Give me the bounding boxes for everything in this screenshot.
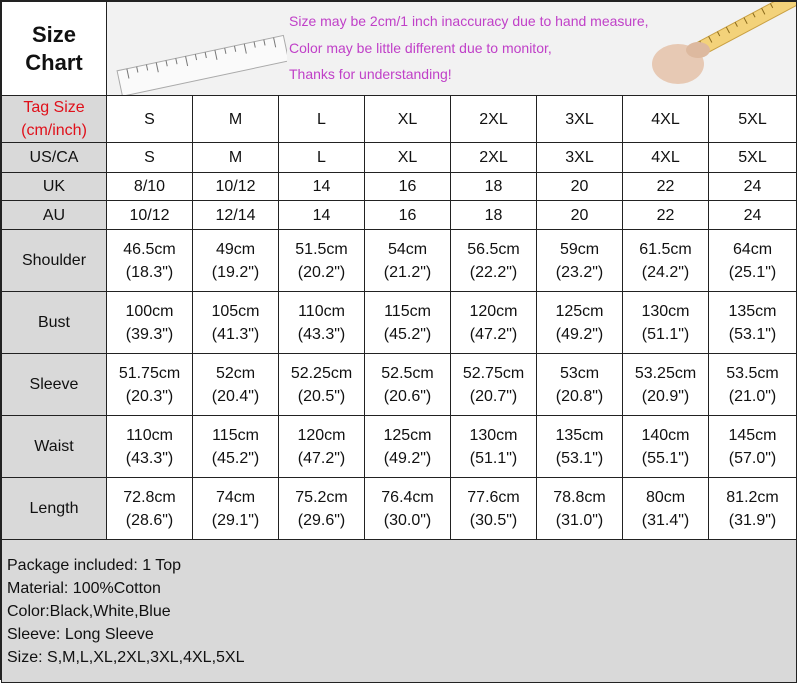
cm-value: 52.75cm: [462, 364, 525, 382]
size-cell: M: [193, 96, 279, 143]
inch-value: (51.1"): [469, 449, 518, 467]
size-cell: 12/14: [193, 201, 279, 230]
size-cell: 20: [537, 173, 623, 201]
measure-cell: [709, 478, 797, 540]
cm-value: 46.5cm: [123, 240, 176, 258]
measure-row-length: [2, 478, 797, 540]
size-cell: 2XL: [451, 143, 537, 173]
measure-cell: [365, 292, 451, 354]
inch-value: (20.3"): [125, 387, 174, 405]
measure-cell: [451, 478, 537, 540]
inch-value: (23.2"): [555, 263, 604, 281]
cm-value: 52.25cm: [290, 364, 353, 382]
note-hand-measure: Size may be 2cm/1 inch inaccuracy due to hand measure,: [289, 13, 649, 29]
size-cell: 5XL: [709, 143, 797, 173]
measure-cell: [193, 478, 279, 540]
size-cell: S: [107, 143, 193, 173]
size-row-au: [2, 201, 797, 230]
cm-value: 74cm: [215, 488, 256, 506]
size-cell: L: [279, 143, 365, 173]
row-label-length: Length: [2, 478, 107, 540]
measure-cell: [709, 354, 797, 416]
measure-cell: [279, 416, 365, 478]
size-cell: 3XL: [537, 96, 623, 143]
measure-row-waist: [2, 416, 797, 478]
title-line-1: Size: [31, 21, 77, 47]
cm-value: 54cm: [387, 240, 428, 258]
measure-cell: [623, 230, 709, 292]
measure-cell: [193, 292, 279, 354]
measure-cell: [709, 230, 797, 292]
cm-value: 145cm: [728, 426, 777, 444]
inch-value: (24.2"): [641, 263, 690, 281]
size-cell: 22: [623, 173, 709, 201]
measure-note-banner: [107, 2, 797, 96]
cm-value: 125cm: [383, 426, 432, 444]
measure-cell: [107, 230, 193, 292]
size-cell: 18: [451, 201, 537, 230]
size-row-uk: [2, 173, 797, 201]
size-cell: 22: [623, 201, 709, 230]
measure-cell: [537, 416, 623, 478]
measure-cell: [623, 292, 709, 354]
inch-value: (22.2"): [469, 263, 518, 281]
cm-value: 110cm: [298, 302, 345, 320]
note-thanks: Thanks for understanding!: [289, 66, 452, 82]
size-cell: 16: [365, 201, 451, 230]
inch-value: (20.9"): [641, 387, 690, 405]
measure-cell: [107, 416, 193, 478]
size-chart-title: [2, 2, 107, 96]
inch-value: (20.5"): [297, 387, 346, 405]
size-cell: 5XL: [709, 96, 797, 143]
inch-value: (29.1"): [211, 511, 260, 529]
cm-value: 115cm: [212, 426, 259, 444]
cm-value: 120cm: [297, 426, 346, 444]
tag-size-label: Tag Size: [23, 99, 85, 116]
tag-size-unit: (cm/inch): [21, 122, 87, 139]
inch-value: (31.4"): [641, 511, 690, 529]
measure-cell: [365, 478, 451, 540]
inch-value: (45.2"): [211, 449, 260, 467]
size-cell: 24: [709, 201, 797, 230]
cm-value: 49cm: [215, 240, 256, 258]
package-included: Package included: 1 Top: [7, 557, 182, 574]
inch-value: (57.0"): [728, 449, 777, 467]
inch-value: (21.2"): [383, 263, 432, 281]
row-label-sleeve: Sleeve: [2, 354, 107, 416]
measure-cell: [365, 230, 451, 292]
size-range: Size: S,M,L,XL,2XL,3XL,4XL,5XL: [7, 649, 245, 666]
row-label-tag-size: [2, 96, 107, 143]
measure-cell: [193, 354, 279, 416]
inch-value: (20.7"): [469, 387, 518, 405]
cm-value: 81.2cm: [726, 488, 779, 506]
inch-value: (18.3"): [125, 263, 174, 281]
header-row: [2, 2, 797, 96]
cm-value: 64cm: [732, 240, 773, 258]
cm-value: 110cm: [126, 426, 173, 444]
title-line-2: Chart: [25, 49, 83, 75]
size-cell: M: [193, 143, 279, 173]
measure-cell: [709, 416, 797, 478]
cm-value: 135cm: [728, 302, 777, 320]
inch-value: (20.6"): [383, 387, 432, 405]
product-info-row: [2, 540, 797, 683]
measure-cell: [709, 292, 797, 354]
inch-value: (30.0"): [383, 511, 432, 529]
measure-cell: [451, 292, 537, 354]
size-cell: S: [107, 96, 193, 143]
measure-row-bust: [2, 292, 797, 354]
cm-value: 130cm: [469, 426, 518, 444]
size-cell: 24: [709, 173, 797, 201]
measure-cell: [537, 478, 623, 540]
measure-row-sleeve: [2, 354, 797, 416]
inch-value: (47.2"): [297, 449, 346, 467]
note-color-monitor: Color may be little different due to monitor,: [289, 39, 552, 56]
measure-row-shoulder: [2, 230, 797, 292]
size-cell: 2XL: [451, 96, 537, 143]
size-cell: 18: [451, 173, 537, 201]
measure-cell: [537, 292, 623, 354]
cm-value: 76.4cm: [381, 488, 434, 506]
measure-cell: [623, 354, 709, 416]
inch-value: (20.8"): [555, 387, 604, 405]
inch-value: (43.3"): [125, 449, 174, 467]
row-label-uk: UK: [2, 173, 107, 201]
size-cell: XL: [365, 96, 451, 143]
product-info: [2, 540, 797, 683]
measure-cell: [279, 292, 365, 354]
measure-cell: [279, 354, 365, 416]
cm-value: 53.5cm: [726, 364, 779, 382]
cm-value: 53.25cm: [634, 364, 697, 382]
measure-cell: [365, 354, 451, 416]
inch-value: (45.2"): [383, 325, 432, 343]
cm-value: 75.2cm: [295, 488, 348, 506]
cm-value: 72.8cm: [123, 488, 176, 506]
inch-value: (31.0"): [555, 511, 604, 529]
measure-cell: [107, 478, 193, 540]
size-cell: 4XL: [623, 96, 709, 143]
cm-value: 115cm: [384, 302, 431, 320]
cm-value: 100cm: [125, 302, 174, 320]
cm-value: 120cm: [469, 302, 518, 320]
measure-cell: [365, 416, 451, 478]
size-cell: 8/10: [107, 173, 193, 201]
measure-cell: [537, 230, 623, 292]
inch-value: (29.6"): [297, 511, 346, 529]
size-cell: 14: [279, 201, 365, 230]
inch-value: (51.1"): [641, 325, 690, 343]
size-row-tag: [2, 96, 797, 143]
row-label-us-ca: US/CA: [2, 143, 107, 173]
size-row-us: [2, 143, 797, 173]
cm-value: 51.75cm: [118, 364, 181, 382]
measure-cell: [451, 354, 537, 416]
measure-cell: [537, 354, 623, 416]
measure-cell: [107, 354, 193, 416]
measuring-tape-icon: [646, 2, 796, 96]
cm-value: 59cm: [559, 240, 600, 258]
size-cell: 10/12: [193, 173, 279, 201]
inch-value: (43.3"): [297, 325, 346, 343]
measure-cell: [451, 230, 537, 292]
size-cell: 20: [537, 201, 623, 230]
cm-value: 51.5cm: [295, 240, 348, 258]
cm-value: 78.8cm: [553, 488, 606, 506]
inch-value: (53.1"): [555, 449, 604, 467]
ruler-pencil-icon: [107, 2, 287, 96]
row-label-shoulder: Shoulder: [2, 230, 107, 292]
cm-value: 52cm: [215, 364, 256, 382]
cm-value: 77.6cm: [467, 488, 520, 506]
row-label-au: AU: [2, 201, 107, 230]
measure-cell: [279, 478, 365, 540]
inch-value: (53.1"): [728, 325, 777, 343]
inch-value: (20.2"): [297, 263, 346, 281]
inch-value: (21.0"): [728, 387, 777, 405]
measure-cell: [451, 416, 537, 478]
inch-value: (47.2"): [469, 325, 518, 343]
measure-cell: [193, 230, 279, 292]
cm-value: 140cm: [641, 426, 690, 444]
inch-value: (20.4"): [211, 387, 260, 405]
size-chart-table: [1, 1, 797, 683]
size-cell: L: [279, 96, 365, 143]
cm-value: 53cm: [559, 364, 600, 382]
inch-value: (49.2"): [555, 325, 604, 343]
cm-value: 105cm: [211, 302, 260, 320]
measure-cell: [623, 478, 709, 540]
size-cell: 4XL: [623, 143, 709, 173]
measure-cell: [193, 416, 279, 478]
sleeve-type: Sleeve: Long Sleeve: [7, 626, 154, 643]
measure-cell: [623, 416, 709, 478]
size-cell: 3XL: [537, 143, 623, 173]
size-cell: 16: [365, 173, 451, 201]
inch-value: (19.2"): [211, 263, 260, 281]
row-label-waist: Waist: [2, 416, 107, 478]
cm-value: 130cm: [641, 302, 690, 320]
measure-notes: [289, 8, 649, 88]
color-options: Color:Black,White,Blue: [7, 603, 171, 620]
size-cell: 14: [279, 173, 365, 201]
inch-value: (25.1"): [728, 263, 777, 281]
cm-value: 125cm: [555, 302, 604, 320]
cm-value: 61.5cm: [639, 240, 692, 258]
size-cell: 10/12: [107, 201, 193, 230]
cm-value: 135cm: [555, 426, 604, 444]
inch-value: (30.5"): [469, 511, 518, 529]
size-cell: XL: [365, 143, 451, 173]
inch-value: (39.3"): [125, 325, 174, 343]
inch-value: (31.9"): [728, 511, 777, 529]
inch-value: (55.1"): [641, 449, 690, 467]
inch-value: (41.3"): [211, 325, 260, 343]
cm-value: 52.5cm: [381, 364, 434, 382]
measure-cell: [107, 292, 193, 354]
row-label-bust: Bust: [2, 292, 107, 354]
inch-value: (49.2"): [383, 449, 432, 467]
measure-cell: [279, 230, 365, 292]
inch-value: (28.6"): [125, 511, 174, 529]
cm-value: 80cm: [645, 488, 686, 506]
cm-value: 56.5cm: [467, 240, 520, 258]
material: Material: 100%Cotton: [7, 580, 161, 597]
